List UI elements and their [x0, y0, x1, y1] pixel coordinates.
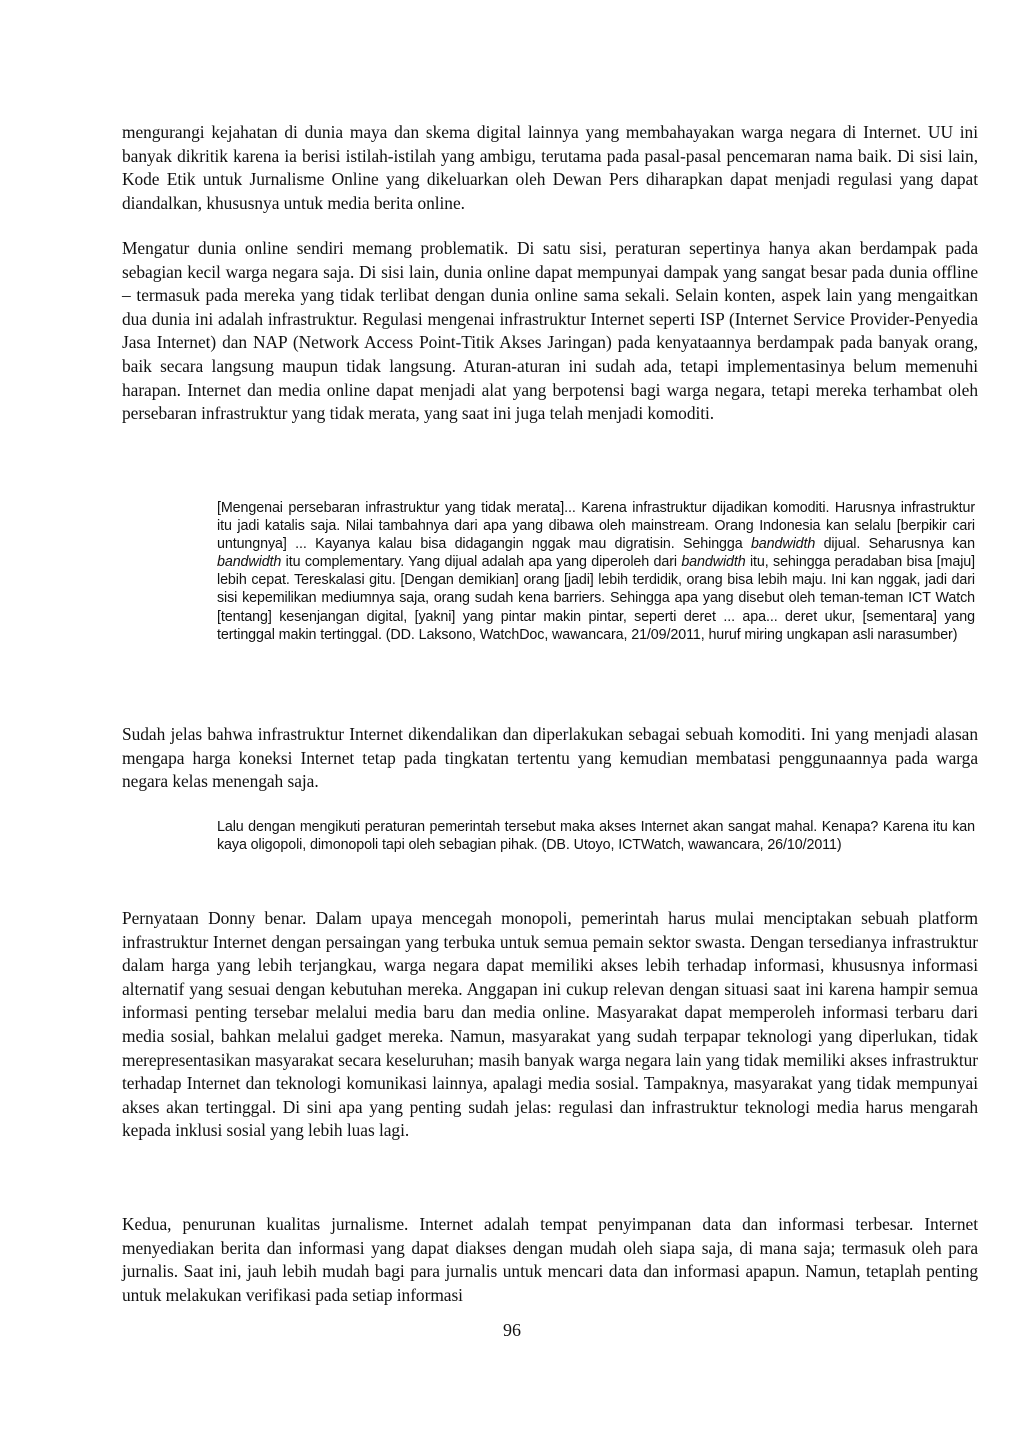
block-quote-laksono	[217, 499, 975, 644]
quote-text: [Mengenai persebaran infrastruktur yang tidak merata]... Karena infrastruktur dijadikan komoditi. Harusnya infrastruktur itu jadi katalis saja. Nilai tambahnya dari apa yang dibawa oleh mainstream. Orang Indonesia kan selalu [berpikir cari untungnya] ... Kayanya kalau bisa didagangin nggak mau digratisin. Sehingga	[217, 500, 975, 553]
quote-text: dijual. Seharusnya kan	[815, 536, 975, 553]
body-paragraph-3: Sudah jelas bahwa infrastruktur Internet dikendalikan dan diperlakukan sebagai sebuah komoditi. Ini yang menjadi alasan mengapa harga koneksi Internet tetap pada tingkatan tertentu yang kemudian membatasi penggunaannya pada warga negara kelas menengah saja.	[122, 724, 978, 792]
body-paragraph-5: Kedua, penurunan kualitas jurnalisme. Internet adalah tempat penyimpanan data dan informasi terbesar. Internet menyediakan berita dan informasi yang dapat diakses dengan mudah oleh siapa saja, di mana saja; termasuk oleh para jurnalis. Saat ini, jauh lebih mudah bagi para jurnalis untuk mencari data dan informasi apapun. Namun, tetaplah penting untuk melakukan verifikasi pada setiap informasi	[122, 1214, 978, 1305]
quote-text: itu complementary. Yang dijual adalah apa yang diperoleh dari	[281, 554, 682, 571]
body-paragraph-2: Mengatur dunia online sendiri memang problematik. Di satu sisi, peraturan sepertinya hanya akan berdampak pada sebagian kecil warga negara saja. Di sisi lain, dunia online dapat mempunyai dampak yang sangat besar pada dunia offline – termasuk pada mereka yang tidak terlibat dengan dunia online sama sekali. Selain konten, aspek lain yang mengaitkan dua dunia ini adalah infrastruktur. Regulasi mengenai infrastruktur Internet seperti ISP (Internet Service Provider-Penyedia Jasa Internet) dan NAP (Network Access Point-Titik Akses Jaringan) pada kenyataannya berdampak pada banyak orang, baik secara langsung maupun tidak langsung. Aturan-aturan ini sudah ada, tetapi implementasinya belum memenuhi harapan. Internet dan media online dapat menjadi alat yang berpotensi bagi warga negara, tetapi mereka terhambat oleh persebaran infrastruktur yang tidak merata, yang saat ini juga telah menjadi komoditi.	[122, 238, 978, 424]
body-paragraph-1: mengurangi kejahatan di dunia maya dan skema digital lainnya yang membahayakan warga negara di Internet. UU ini banyak dikritik karena ia berisi istilah-istilah yang ambigu, terutama pada pasal-pasal pencemaran nama baik. Di sisi lain, Kode Etik untuk Jurnalisme Online yang dikeluarkan oleh Dewan Pers diharapkan dapat menjadi regulasi yang dapat diandalkan, khususnya untuk media berita online.	[122, 122, 978, 213]
page-number: 96	[503, 1320, 521, 1340]
quote-italic-term: bandwidth	[681, 554, 746, 571]
quote-italic-term: bandwidth	[217, 554, 282, 571]
quote-italic-term: bandwidth	[750, 536, 816, 553]
body-paragraph-4: Pernyataan Donny benar. Dalam upaya mencegah monopoli, pemerintah harus mulai menciptakan sebuah platform infrastruktur Internet dengan persaingan yang terbuka untuk semua pemain sektor swasta. Dengan tersedianya infrastruktur dalam harga yang lebih terjangkau, warga negara dapat memiliki akses lebih terhadap informasi, khususnya informasi alternatif yang sesuai dengan kebutuhan mereka. Anggapan ini cukup relevan dengan situasi saat ini karena hampir semua informasi penting tersebar melalui media baru dan media online. Masyarakat dapat memperoleh informasi terbaru dari media sosial, bahkan melalui gadget mereka. Namun, masyarakat yang sudah terpapar teknologi yang diperlukan, tidak merepresentasikan masyarakat secara keseluruhan; masih banyak warga negara lain yang tidak memiliki akses infrastruktur terhadap Internet dan teknologi komunikasi lainnya, apalagi media sosial. Tampaknya, masyarakat yang tidak mempunyai akses akan tertinggal. Di sini apa yang penting sudah jelas: regulasi dan infrastruktur teknologi media harus mengarah kepada inklusi sosial yang lebih luas lagi.	[122, 908, 978, 1141]
block-quote-utoyo: Lalu dengan mengikuti peraturan pemerintah tersebut maka akses Internet akan sangat mahal. Kenapa? Karena itu kan kaya oligopoli, dimonopoli tapi oleh sebagian pihak. (DB. Utoyo, ICTWatch, wawancara, 26/10/2011)	[217, 819, 975, 854]
quote-text: itu, sehingga peradaban bisa [maju] lebih cepat. Tereskalasi gitu. [Dengan demikian] orang [jadi] lebih terdidik, orang bisa lebih maju. Ini kan nggak, jadi dari sisi kepemilikan mediumnya saja, orang sudah kena barriers. Sehingga apa yang disebut oleh teman-teman ICT Watch [tentang] kesenjangan digital, [yakni] yang pintar makin pintar, seperti deret ... apa... deret ukur, [sementara] yang tertinggal makin tertinggal. (DD. Laksono, WatchDoc, wawancara, 21/09/2011, huruf miring ungkapan asli narasumber)	[217, 554, 975, 643]
